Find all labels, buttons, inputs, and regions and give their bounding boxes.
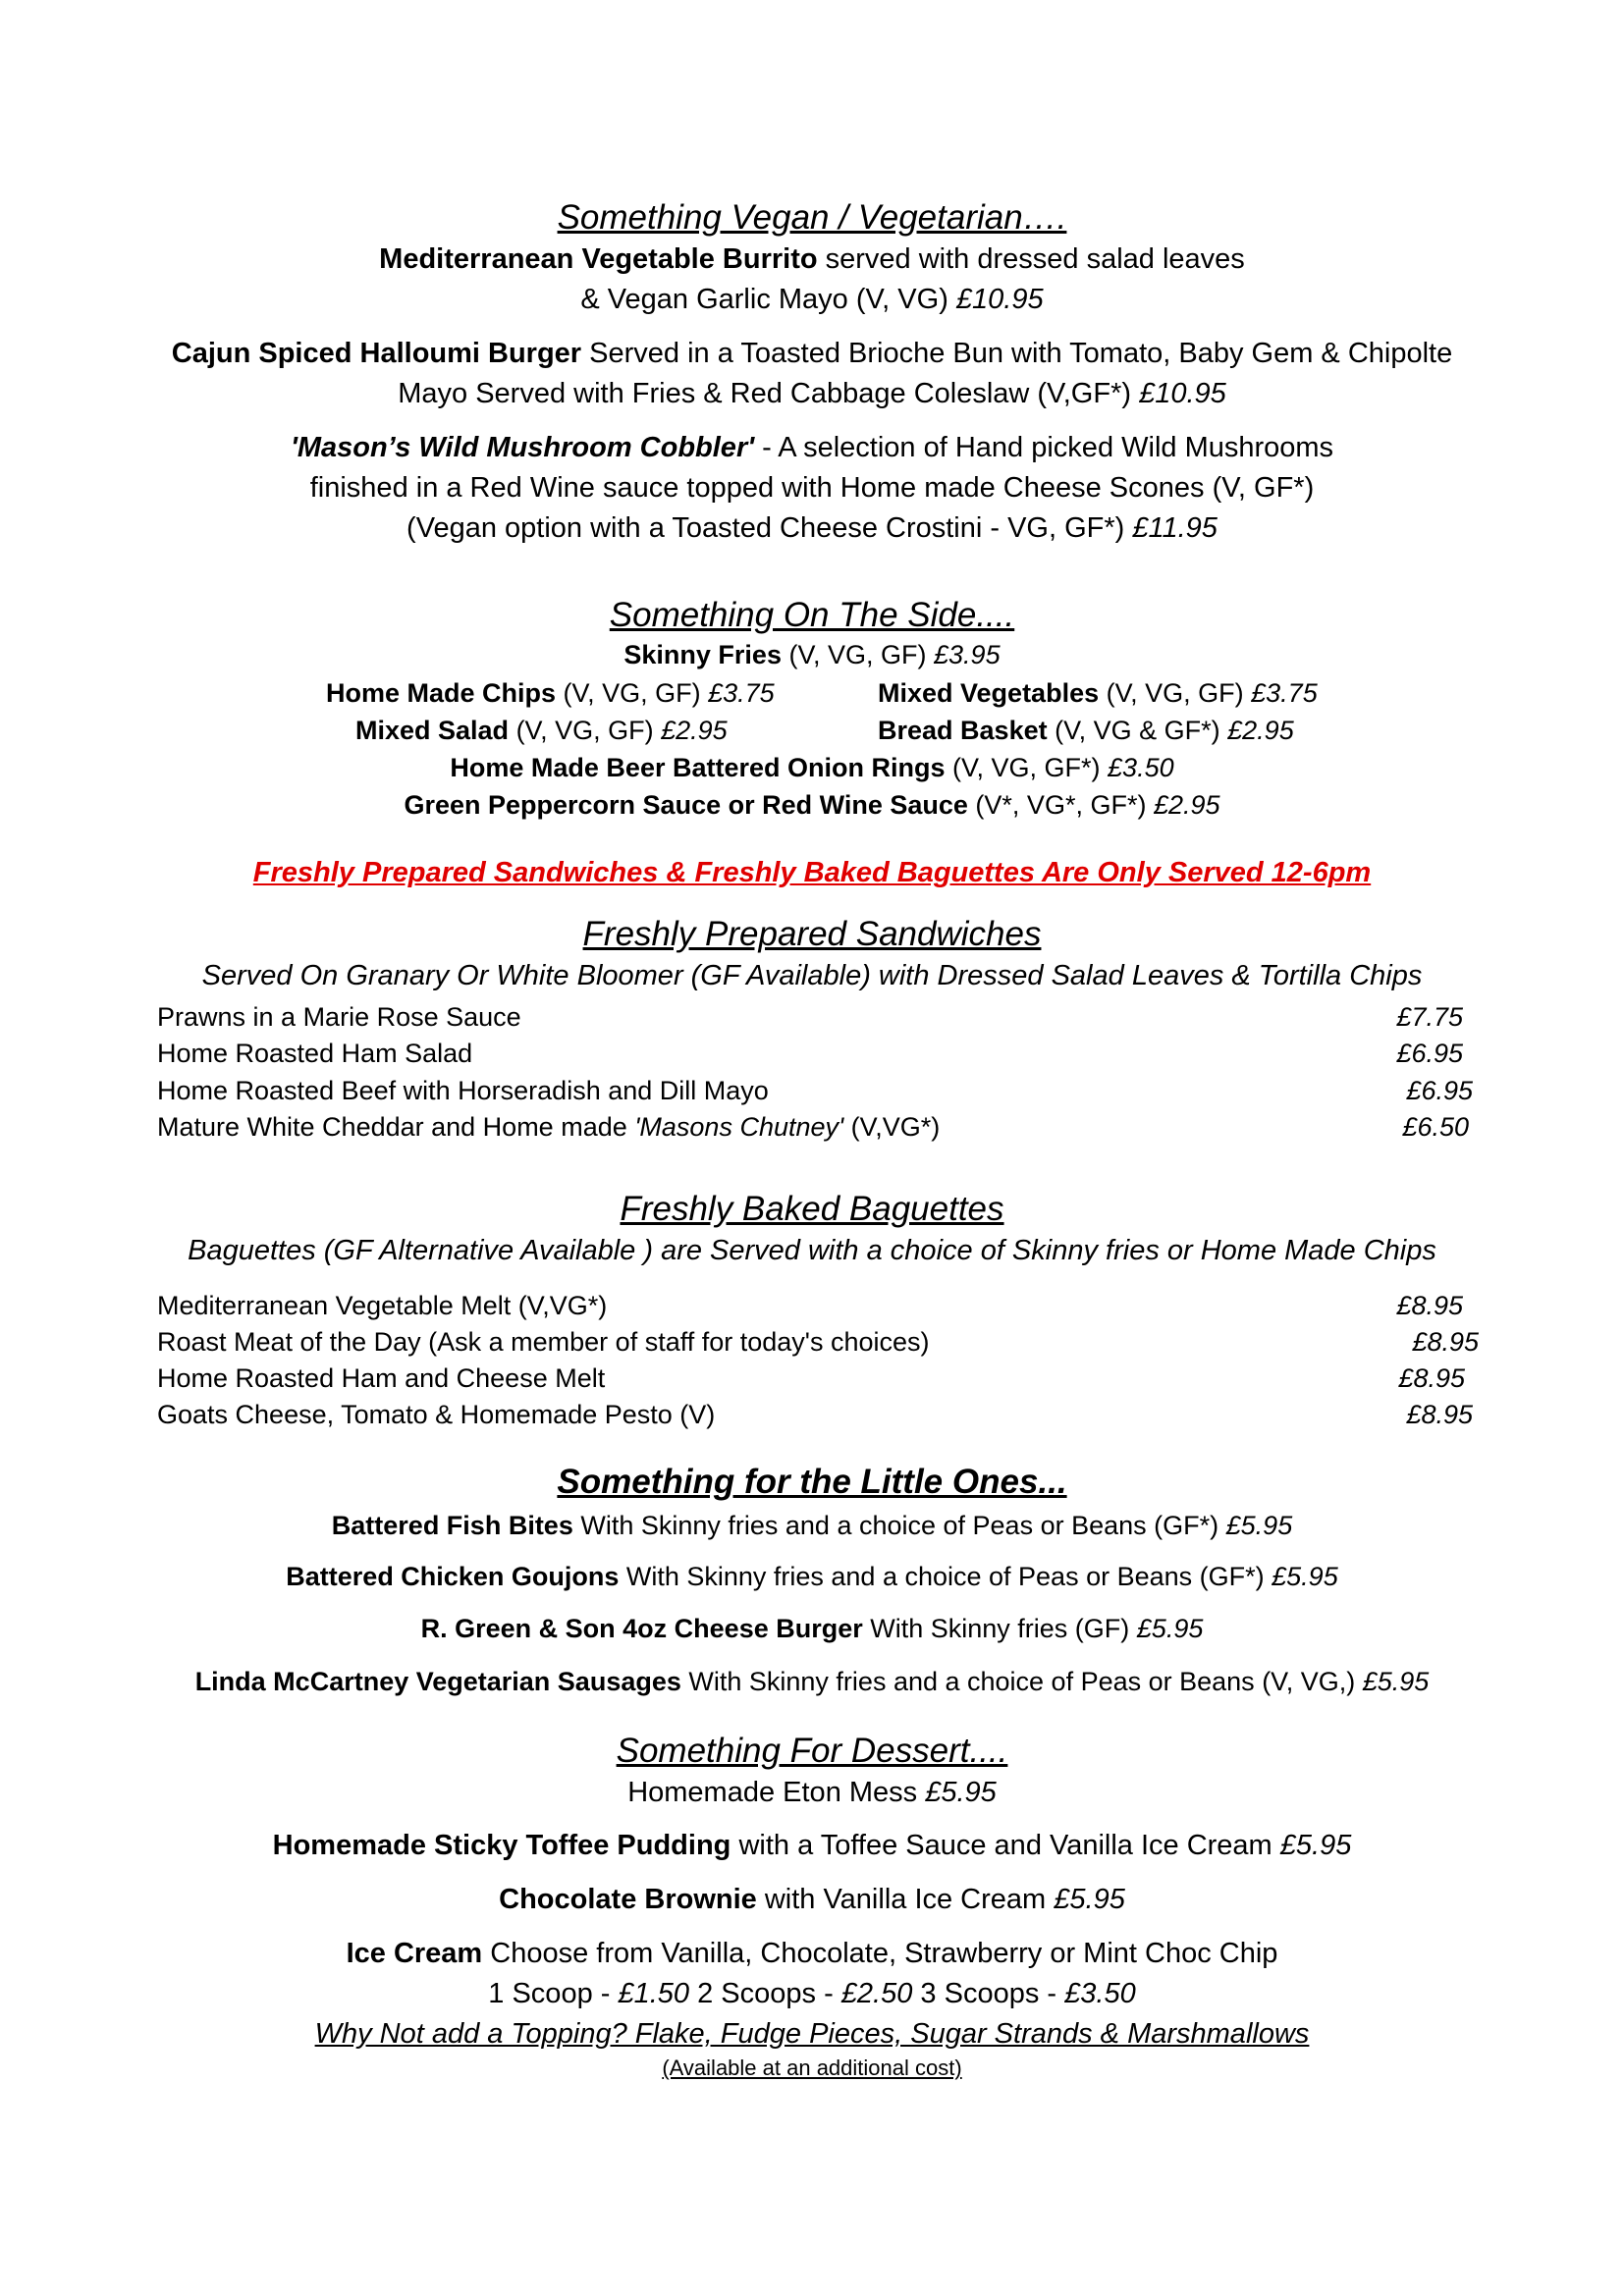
item-price: £3.50 <box>1108 753 1174 782</box>
sandwich-row <box>157 1073 1473 1109</box>
item-name: Home Made Beer Battered Onion Rings <box>450 753 946 782</box>
item-price: £6.50 <box>1402 1112 1469 1142</box>
item-desc: with Vanilla Ice Cream <box>756 1884 1055 1915</box>
item-desc: With Skinny fries and a choice of Peas or Beans (V, VG,) <box>680 1666 1363 1696</box>
baguette-row <box>157 1397 1473 1433</box>
item-name: Roast Meat of the Day (Ask a member of staff for today's choices) <box>157 1327 930 1357</box>
item-desc: with a Toffee Sauce and Vanilla Ice Cream <box>731 1830 1280 1861</box>
item-desc: Mayo Served with Fries & Red Cabbage Coleslaw (V,GF*) <box>398 378 1140 409</box>
item-name: Green Peppercorn Sauce or Red Wine Sauce <box>404 789 968 820</box>
item-price: £2.95 <box>1227 716 1294 745</box>
item-desc: (V, VG, GF) <box>781 640 935 669</box>
item-desc: (V, VG, GF*) <box>945 753 1109 782</box>
dessert-scoops <box>0 1974 1624 2014</box>
item-name: Chocolate Brownie <box>499 1884 757 1915</box>
sandwiches-header <box>0 913 1624 995</box>
item-price: £2.95 <box>661 716 728 745</box>
item-price: £3.75 <box>1251 678 1318 708</box>
item-price: £11.95 <box>1132 512 1218 544</box>
item-price: £8.95 <box>1396 1291 1463 1320</box>
item-desc: finished in a Red Wine sauce topped with Home made Cheese Scones (V, GF*) <box>309 472 1315 504</box>
item-price: £6.95 <box>1406 1076 1473 1105</box>
item-name: Mediterranean Vegetable Melt <box>157 1291 512 1320</box>
side-bread <box>878 713 1294 749</box>
scoop-label: 2 Scoops - <box>689 1978 841 2009</box>
item-name: Home Roasted Ham Salad <box>157 1039 473 1068</box>
item-desc: With Skinny fries and a choice of Peas or Beans (GF*) <box>619 1561 1272 1591</box>
baguette-row <box>157 1361 1473 1397</box>
item-price: £8.95 <box>1406 1400 1473 1429</box>
item-price: £5.95 <box>925 1777 997 1808</box>
sandwich-row <box>157 999 1473 1036</box>
item-price: £8.95 <box>1398 1363 1465 1393</box>
item-desc: (Vegan option with a Toasted Cheese Crostini - VG, GF*) <box>406 512 1133 544</box>
scoop-price: £1.50 <box>618 1978 690 2009</box>
item-name: Mediterranean Vegetable Burrito <box>379 243 818 275</box>
side-veg <box>878 675 1318 712</box>
scoop-price: £2.50 <box>840 1978 913 2009</box>
item-name: Home Roasted Ham and Cheese Melt <box>157 1363 606 1393</box>
kids-item <box>0 1664 1624 1701</box>
side-section <box>0 594 1624 674</box>
item-name: R. Green & Son 4oz Cheese Burger <box>420 1614 863 1643</box>
baguettes-title: Freshly Baked Baguettes <box>620 1190 1004 1228</box>
item-desc: With Skinny fries and a choice of Peas or Beans (GF*) <box>572 1511 1226 1540</box>
baguettes-subtitle: Baguettes (GF Alternative Available ) are Served with a choice of Skinny fries or Home Made Chips <box>188 1235 1436 1266</box>
item-desc: served with dressed salad leaves <box>817 243 1245 275</box>
vegan-item-cobbler-line3 <box>0 508 1624 549</box>
side-title: Something On The Side.... <box>609 596 1015 634</box>
item-price: £2.95 <box>1153 789 1220 820</box>
item-price: £5.95 <box>1136 1614 1204 1643</box>
sandwiches-subtitle: Served On Granary Or White Bloomer (GF Available) with Dressed Salad Leaves & Tortilla Chips <box>201 960 1423 991</box>
baguettes-header <box>0 1188 1624 1270</box>
scoop-price: £3.50 <box>1064 1978 1136 2009</box>
item-price: £6.95 <box>1396 1039 1463 1068</box>
kids-item <box>0 1611 1624 1648</box>
dessert-section <box>0 1730 1624 2085</box>
side-chips <box>326 675 775 712</box>
side-skinny <box>0 637 1624 674</box>
dessert-note: (Available at an additional cost) <box>662 2056 962 2080</box>
item-name: Mixed Vegetables <box>878 678 1100 708</box>
item-price: £5.95 <box>1279 1830 1352 1861</box>
item-name: 'Mason’s Wild Mushroom Cobbler' <box>290 432 755 463</box>
sandwich-row <box>157 1109 1473 1146</box>
kids-title: Something for the Little Ones... <box>557 1463 1067 1501</box>
item-diet: (V,VG*) <box>511 1291 608 1320</box>
vegan-item-burrito <box>0 240 1624 280</box>
item-price: £3.95 <box>934 640 1001 669</box>
item-name: Cajun Spiced Halloumi Burger <box>171 338 582 369</box>
item-desc: (V, VG & GF*) <box>1047 716 1228 745</box>
serving-times-notice: Freshly Prepared Sandwiches & Freshly Baked Baguettes Are Only Served 12-6pm <box>252 857 1372 888</box>
item-desc: With Skinny fries (GF) <box>862 1614 1137 1643</box>
item-price: £5.95 <box>1225 1511 1293 1540</box>
baguette-row <box>157 1324 1479 1361</box>
item-price: £10.95 <box>1139 378 1226 409</box>
item-desc: & Vegan Garlic Mayo (V, VG) <box>580 284 956 315</box>
item-price: £7.75 <box>1396 1002 1463 1032</box>
vegan-item-cobbler <box>0 428 1624 468</box>
vegan-title: Something Vegan / Vegetarian…. <box>557 198 1067 237</box>
dessert-title: Something For Dessert.... <box>616 1732 1008 1770</box>
side-section-bottom <box>0 750 1624 824</box>
item-price: £5.95 <box>1362 1666 1430 1696</box>
dessert-item <box>0 1826 1624 1866</box>
item-name: Prawns in a Marie Rose Sauce <box>157 1002 521 1032</box>
item-diet: (V,VG*) <box>843 1112 941 1142</box>
item-name: Ice Cream <box>346 1938 483 1969</box>
item-name: Mature White Cheddar and Home made <box>157 1112 635 1142</box>
item-price: £8.95 <box>1412 1327 1479 1357</box>
item-price: £3.75 <box>708 678 775 708</box>
scoop-label: 3 Scoops - <box>912 1978 1065 2009</box>
item-name: Homemade Eton Mess <box>627 1777 926 1808</box>
item-desc: (V, VG, GF) <box>1099 678 1252 708</box>
item-name: Mixed Salad <box>355 716 510 745</box>
scoop-label: 1 Scoop - <box>488 1978 619 2009</box>
item-name-italic: 'Masons Chutney' <box>634 1112 844 1142</box>
kids-item <box>0 1559 1624 1596</box>
sandwich-row <box>157 1036 1473 1072</box>
item-name: Homemade Sticky Toffee Pudding <box>272 1830 731 1861</box>
item-name: Skinny Fries <box>623 640 782 669</box>
vegan-item-halloumi-line2 <box>0 374 1624 414</box>
item-desc: (V, VG, GF) <box>556 678 709 708</box>
item-diet: (V) <box>672 1400 716 1429</box>
item-name: Home Made Chips <box>326 678 557 708</box>
item-desc: Choose from Vanilla, Chocolate, Strawberry or Mint Choc Chip <box>482 1938 1278 1969</box>
vegan-item-halloumi <box>0 334 1624 374</box>
sandwiches-title: Freshly Prepared Sandwiches <box>582 915 1042 953</box>
item-desc: (V, VG, GF) <box>509 716 662 745</box>
item-name: Battered Fish Bites <box>331 1511 573 1540</box>
item-name: Home Roasted Beef with Horseradish and Dill Mayo <box>157 1076 769 1105</box>
item-desc: - A selection of Hand picked Wild Mushrooms <box>754 432 1334 463</box>
side-sauce <box>0 787 1624 825</box>
item-name: Linda McCartney Vegetarian Sausages <box>194 1666 681 1696</box>
side-rings <box>0 750 1624 787</box>
kids-item <box>0 1508 1624 1545</box>
item-name: Battered Chicken Goujons <box>286 1561 620 1591</box>
item-price: £10.95 <box>955 284 1044 315</box>
item-name: Goats Cheese, Tomato & Homemade Pesto <box>157 1400 673 1429</box>
kids-section <box>0 1461 1624 1700</box>
side-salad <box>355 713 728 749</box>
notice <box>0 857 1624 889</box>
vegan-section <box>0 196 1624 549</box>
dessert-topping: Why Not add a Topping? Flake, Fudge Pieces, Sugar Strands & Marshmallows <box>314 2018 1310 2050</box>
dessert-item <box>0 1880 1624 1920</box>
item-name: Bread Basket <box>878 716 1048 745</box>
baguette-row <box>157 1288 1473 1324</box>
item-desc: Served in a Toasted Brioche Bun with Tomato, Baby Gem & Chipolte <box>581 338 1453 369</box>
item-price: £5.95 <box>1054 1884 1125 1915</box>
vegan-item-burrito-line2 <box>0 280 1624 320</box>
item-desc: (V*, VG*, GF*) <box>967 789 1154 820</box>
item-price: £5.95 <box>1272 1561 1338 1591</box>
dessert-item <box>0 1773 1624 1813</box>
vegan-item-cobbler-line2 <box>0 468 1624 508</box>
dessert-item <box>0 1934 1624 1974</box>
